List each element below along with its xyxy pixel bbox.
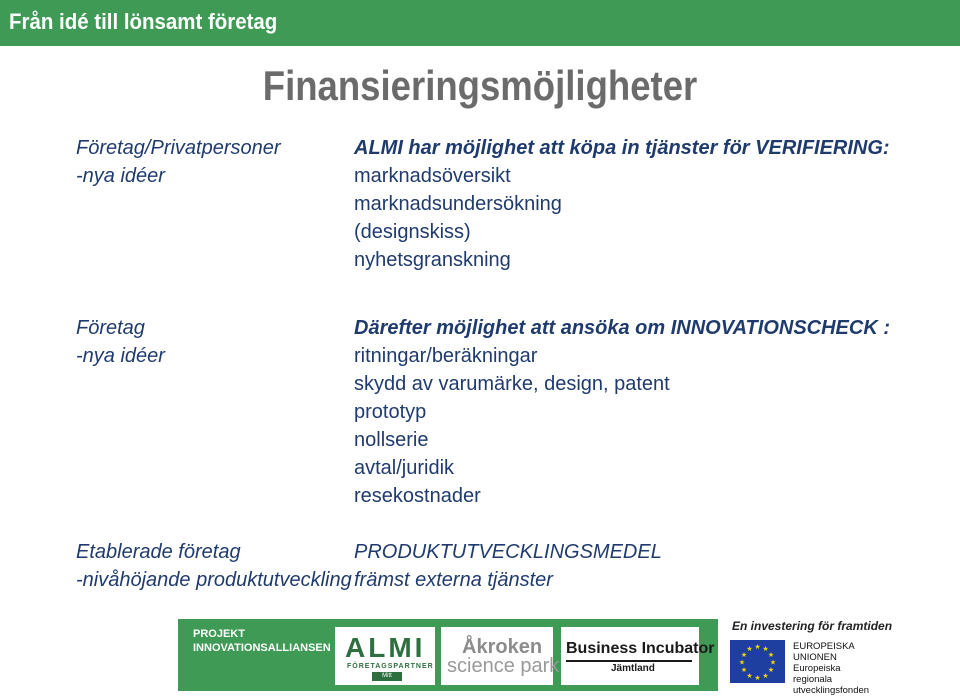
eu-flag-icon xyxy=(730,640,785,683)
page-title: Finansieringsmöjligheter xyxy=(262,62,698,109)
list-item: marknadsöversikt xyxy=(354,165,511,187)
list-item: ritningar/beräkningar xyxy=(354,345,538,367)
akroken-logo-subtext: science park xyxy=(447,655,560,677)
svg-text:★: ★ xyxy=(738,658,746,667)
eu-fund-text: EUROPEISKA UNIONEN Europeiska regionala utvecklingsfonden xyxy=(793,641,870,696)
list-item: (designskiss) xyxy=(354,221,471,243)
business-incubator-text: Business Incubator xyxy=(566,640,715,657)
svg-text:★: ★ xyxy=(767,651,775,659)
section-3-label: Etablerade företag xyxy=(76,541,241,563)
business-incubator-subtext: Jämtland xyxy=(611,663,655,674)
section-2-heading: Därefter möjlighet att ansöka om INNOVATIONSCHECK : xyxy=(354,317,890,339)
section-3-item: främst externa tjänster xyxy=(354,569,553,591)
svg-text:★: ★ xyxy=(769,658,777,667)
eu-tagline: En investering för framtiden xyxy=(732,619,893,633)
svg-text:★: ★ xyxy=(754,674,761,682)
almi-logo-subtext: FÖRETAGSPARTNER xyxy=(347,663,434,670)
svg-text:★: ★ xyxy=(746,645,753,653)
svg-text:★: ★ xyxy=(754,643,761,651)
list-item: nollserie xyxy=(354,429,429,451)
svg-text:★: ★ xyxy=(767,666,775,674)
list-item: resekostnader xyxy=(354,485,481,507)
list-item: skydd av varumärke, design, patent xyxy=(354,373,670,395)
list-item: avtal/juridik xyxy=(354,457,455,479)
svg-text:★: ★ xyxy=(740,651,748,659)
header-title: Från idé till lönsamt företag xyxy=(9,9,278,34)
list-item: prototyp xyxy=(354,401,427,423)
section-2-list xyxy=(354,342,670,510)
svg-text:★: ★ xyxy=(746,672,753,680)
almi-region: Mitt xyxy=(372,672,402,681)
list-item: nyhetsgranskning xyxy=(354,249,511,271)
business-incubator-rule xyxy=(566,660,692,662)
almi-logo-text: ALMI xyxy=(345,632,426,663)
akroken-logo-text: Åkroken xyxy=(462,636,543,658)
svg-text:★: ★ xyxy=(740,666,748,674)
section-3-sublabel: -nivåhöjande produktutveckling xyxy=(76,569,352,591)
section-1-sublabel: -nya idéer xyxy=(76,165,165,187)
section-2-label: Företag xyxy=(76,317,145,339)
header-bar xyxy=(0,0,960,46)
project-label: PROJEKT INNOVATIONSALLIANSEN xyxy=(193,628,331,654)
section-3-heading: PRODUKTUTVECKLINGSMEDEL xyxy=(354,541,662,563)
section-1-heading: ALMI har möjlighet att köpa in tjänster för VERIFIERING: xyxy=(354,137,890,159)
section-2-sublabel: -nya idéer xyxy=(76,345,165,367)
svg-text:★: ★ xyxy=(762,672,769,680)
section-1-list xyxy=(354,162,562,274)
list-item: marknadsundersökning xyxy=(354,193,562,215)
section-1-label: Företag/Privatpersoner xyxy=(76,137,281,159)
svg-text:★: ★ xyxy=(762,645,769,653)
